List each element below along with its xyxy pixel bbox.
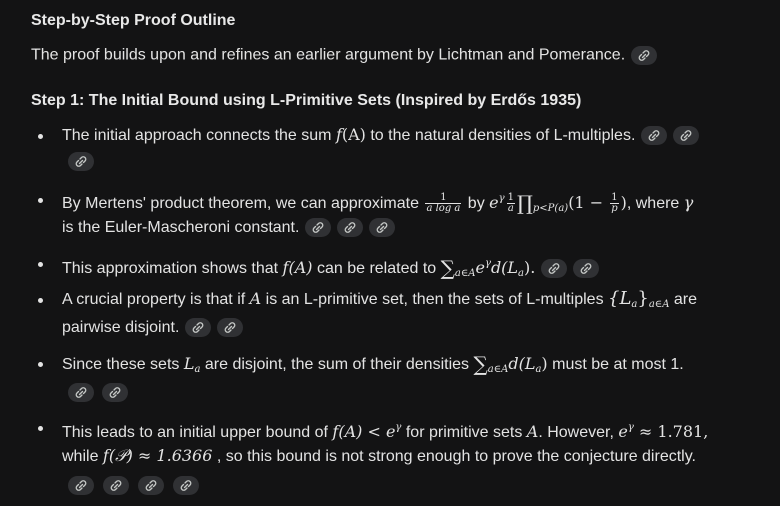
bullet-6-line-1 xyxy=(62,418,708,443)
text: to the natural densities of L-multiples. xyxy=(365,127,636,144)
math-brace: } xyxy=(637,288,649,309)
math-sum: ∑ xyxy=(473,352,488,376)
bullet-2-line-1 xyxy=(62,189,693,219)
text: are disjoint, the sum of their densities xyxy=(200,356,474,373)
source-link-chip[interactable] xyxy=(541,259,567,278)
source-link-chip[interactable] xyxy=(641,126,667,145)
bullet-dot xyxy=(38,134,43,139)
source-link-chip[interactable] xyxy=(217,318,243,337)
text: By Mertens' product theorem, we can approximate xyxy=(62,195,424,212)
math-gamma: γ xyxy=(484,258,491,269)
source-link-chip[interactable] xyxy=(305,218,331,237)
text: , where xyxy=(626,195,684,212)
link-icon xyxy=(579,262,593,275)
math-A: A xyxy=(526,422,539,441)
math-fP: f(𝒫) ≈ 1.6366 xyxy=(102,446,213,465)
source-link-chip[interactable] xyxy=(173,476,199,495)
numerator: 1 xyxy=(611,192,618,204)
link-icon xyxy=(311,221,325,234)
text: The initial approach connects the sum xyxy=(62,127,336,144)
source-link-chip[interactable] xyxy=(68,383,94,402)
math-paren: ) xyxy=(620,193,627,212)
denominator: a log a xyxy=(426,203,461,215)
text: can be related to xyxy=(312,260,441,277)
math-density: d(L xyxy=(490,258,519,277)
bullet-5-line-1 xyxy=(62,354,684,380)
bullet-2-line-2 xyxy=(62,218,395,238)
text: This leads to an initial upper bound of xyxy=(62,424,333,441)
math-f: f xyxy=(335,125,342,144)
bullet-dot xyxy=(38,362,43,367)
math-e: e xyxy=(618,422,628,441)
source-link-chip[interactable] xyxy=(102,383,128,402)
source-link-chip[interactable] xyxy=(573,259,599,278)
link-icon xyxy=(547,262,561,275)
bullet-4-line-1 xyxy=(62,289,697,315)
math-gamma: γ xyxy=(395,422,402,433)
math-A: A xyxy=(249,289,262,308)
math-subscript: a xyxy=(518,268,525,279)
source-link-chip[interactable] xyxy=(138,476,164,495)
text: while xyxy=(62,448,103,465)
source-link-chip[interactable] xyxy=(631,46,657,65)
math-L: L xyxy=(183,354,195,373)
bullet-dot xyxy=(38,262,43,267)
math-bound: f(A) < e xyxy=(332,422,396,441)
source-link-chip[interactable] xyxy=(673,126,699,145)
text: is an L-primitive set, then the sets of L-multiples xyxy=(261,291,609,308)
math-gamma: γ xyxy=(683,193,694,212)
math-e: e xyxy=(475,258,485,277)
link-icon xyxy=(191,321,205,334)
math-subscript: a xyxy=(631,299,638,310)
link-icon xyxy=(108,386,122,399)
bullet-dot xyxy=(38,198,43,203)
text: , so this bound is not strong enough to prove the conjecture directly. xyxy=(212,448,696,465)
math-fraction xyxy=(425,193,461,214)
text: . However, xyxy=(538,424,619,441)
source-link-chip[interactable] xyxy=(68,476,94,495)
math-density: d(L xyxy=(508,354,536,373)
denominator: a xyxy=(507,203,514,215)
numerator: 1 xyxy=(425,193,461,204)
link-icon xyxy=(74,479,88,492)
link-icon xyxy=(144,479,158,492)
bullet-6-line-2 xyxy=(62,446,696,467)
source-link-chip[interactable] xyxy=(68,152,94,171)
link-icon xyxy=(74,386,88,399)
math-subscript: a xyxy=(535,364,542,375)
link-icon xyxy=(375,221,389,234)
link-icon xyxy=(109,479,123,492)
math-product: ∏ xyxy=(516,191,533,215)
text: for primitive sets xyxy=(401,424,527,441)
text: is the Euler-Mascheroni constant. xyxy=(62,219,300,236)
intro-text: The proof builds upon and refines an earlier argument by Lichtman and Pomerance. xyxy=(31,46,626,64)
intro-paragraph xyxy=(31,46,657,65)
math-subscript: a∈A xyxy=(454,268,476,279)
math-subscript: a xyxy=(194,364,201,375)
math-subscript: a∈A xyxy=(487,364,509,375)
text: A crucial property is that if xyxy=(62,291,250,308)
math-sum: ∑ xyxy=(440,256,455,280)
link-icon xyxy=(647,129,661,142)
math-gamma: γ xyxy=(498,193,505,204)
math-subscript: p<P(a) xyxy=(532,203,569,214)
text: Since these sets xyxy=(62,356,184,373)
link-icon xyxy=(223,321,237,334)
math-paren: ) xyxy=(541,354,548,373)
numerator: 1 xyxy=(507,192,514,204)
bullet-4-line-2 xyxy=(62,318,243,338)
bullet-dot xyxy=(38,298,43,303)
link-icon xyxy=(74,155,88,168)
source-link-chip[interactable] xyxy=(185,318,211,337)
bullet-3-line-1 xyxy=(62,254,599,284)
math-fraction xyxy=(610,193,618,214)
text: must be at most 1. xyxy=(547,356,684,373)
math-paren: (1 − xyxy=(568,193,609,212)
text: pairwise disjoint. xyxy=(62,319,180,336)
math-gamma: γ xyxy=(627,422,634,433)
bullet-1-line-1 xyxy=(62,125,699,146)
link-icon xyxy=(679,129,693,142)
math-e: e xyxy=(489,193,499,212)
math-paren: ). xyxy=(524,258,536,277)
source-link-chip[interactable] xyxy=(103,476,129,495)
link-icon xyxy=(179,479,193,492)
math-approx: ≈ 1.781, xyxy=(633,422,709,441)
outline-heading: Step-by-Step Proof Outline xyxy=(31,12,236,29)
text: by xyxy=(463,195,490,212)
math-arg: (A) xyxy=(341,125,366,144)
step1-heading: Step 1: The Initial Bound using L-Primitive Sets (Inspired by Erdős 1935) xyxy=(31,92,582,109)
denominator: p xyxy=(611,203,618,215)
math-fA: f(A) xyxy=(282,258,313,277)
text: This approximation shows that xyxy=(62,260,283,277)
math-fraction xyxy=(507,193,515,214)
link-icon xyxy=(637,49,651,62)
math-set: {L xyxy=(608,288,632,309)
bullet-dot xyxy=(38,426,43,431)
link-icon xyxy=(343,221,357,234)
math-subscript: a∈A xyxy=(648,299,670,310)
source-link-chip[interactable] xyxy=(337,218,363,237)
source-link-chip[interactable] xyxy=(369,218,395,237)
text: are xyxy=(669,291,698,308)
